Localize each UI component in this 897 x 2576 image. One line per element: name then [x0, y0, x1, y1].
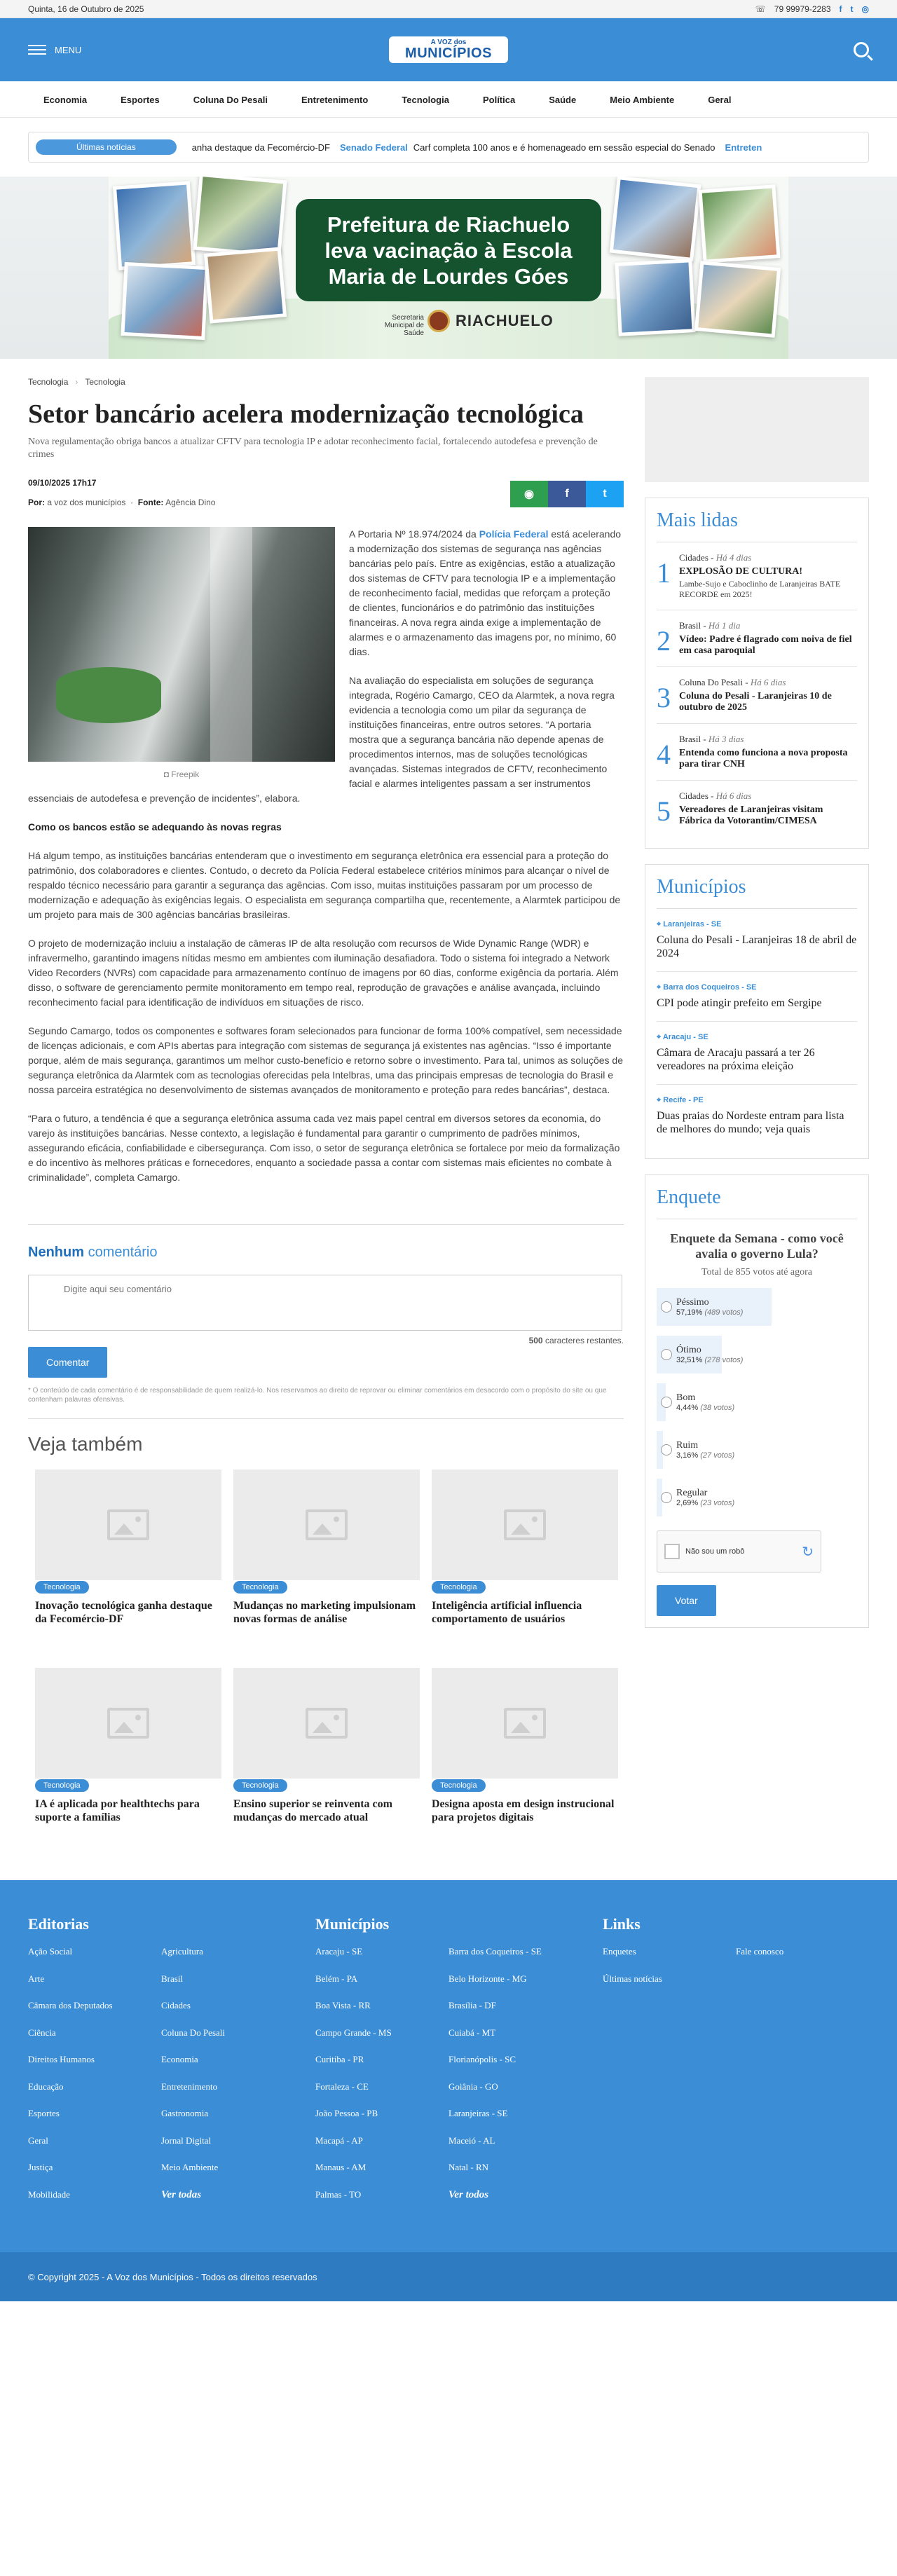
- related-card[interactable]: [35, 1469, 221, 1626]
- footer-editoria-link[interactable]: Geral: [28, 2135, 48, 2146]
- footer-links-title: Links: [603, 1915, 641, 1933]
- category-tag[interactable]: Tecnologia: [233, 1779, 287, 1792]
- banner-photo: [698, 184, 780, 263]
- footer-editoria-link[interactable]: Jornal Digital: [161, 2135, 212, 2146]
- footer-editoria-link[interactable]: Educação: [28, 2081, 64, 2092]
- nav-item-coluna-do-pesali[interactable]: Coluna Do Pesali: [193, 94, 268, 105]
- municipios-box: [645, 864, 869, 1159]
- chevron-right-icon: ›: [75, 377, 78, 387]
- menu-label: MENU: [55, 44, 82, 55]
- instagram-icon[interactable]: ◎: [861, 4, 869, 14]
- facebook-share-button[interactable]: f: [548, 481, 586, 507]
- footer-municipio-link[interactable]: Barra dos Coqueiros - SE: [448, 1946, 542, 1957]
- location-pin-icon: ⌖: [657, 1033, 662, 1041]
- banner-secretaria: Secretaria Municipal de Saúde: [384, 314, 424, 337]
- image-placeholder-icon: [306, 1708, 348, 1739]
- footer-municipio-link[interactable]: Belém - PA: [315, 1973, 358, 1984]
- radio-button[interactable]: [661, 1349, 672, 1360]
- nav-item-tecnologia[interactable]: Tecnologia: [402, 94, 449, 105]
- mais-lidas-item[interactable]: 5 Cidades - Há 6 dias Vereadores de Laranjeiras visitam Fábrica da Votorantim/CIMESA: [657, 790, 823, 827]
- comments-title: Nenhum comentário: [28, 1245, 158, 1260]
- mais-lidas-title: Mais lidas: [657, 509, 857, 542]
- mais-lidas-item[interactable]: 3 Coluna Do Pesali - Há 6 dias Coluna do Pesali - Laranjeiras 10 de outubro de 2025: [657, 667, 857, 724]
- phone-number[interactable]: 79 99979-2283: [774, 4, 831, 14]
- image-placeholder-icon: [306, 1509, 348, 1540]
- category-tag[interactable]: Tecnologia: [35, 1779, 89, 1792]
- search-icon[interactable]: [854, 42, 869, 57]
- ticker-item[interactable]: anha destaque da Fecomércio-DF: [191, 142, 330, 153]
- footer-municipio-link[interactable]: Palmas - TO: [315, 2188, 362, 2200]
- poll-option[interactable]: Péssimo 57,19% (489 votos): [657, 1288, 857, 1326]
- footer-editoria-link[interactable]: Direitos Humanos: [28, 2054, 95, 2064]
- radio-button[interactable]: [661, 1397, 672, 1408]
- radio-button[interactable]: [661, 1444, 672, 1455]
- nav-item-geral[interactable]: Geral: [708, 94, 732, 105]
- camera-icon: ◘: [163, 769, 169, 779]
- article-subheading: Como os bancos estão se adequando às novas regras: [28, 821, 282, 833]
- footer-municipio-link[interactable]: Belo Horizonte - MG: [448, 1973, 527, 1984]
- breadcrumb-item[interactable]: Tecnologia: [85, 377, 125, 387]
- ticker-item[interactable]: Senado Federal Carf completa 100 anos e é homenageado em sessão especial do Senado: [339, 142, 715, 153]
- sidebar: [645, 377, 869, 1824]
- municipio-item[interactable]: ⌖ Barra dos Coqueiros - SE CPI pode atingir prefeito em Sergipe: [657, 972, 857, 1022]
- twitter-share-button[interactable]: t: [586, 481, 624, 507]
- banner-photo: [615, 259, 695, 336]
- footer-municipios: [315, 1915, 603, 2216]
- policia-federal-link[interactable]: Polícia Federal: [479, 528, 549, 540]
- footer-municipio-link[interactable]: Cuiabá - MT: [448, 2027, 496, 2038]
- footer-municipio-link[interactable]: Ver todos: [448, 2188, 489, 2200]
- radio-button[interactable]: [661, 1492, 672, 1503]
- article-column: [28, 377, 624, 1824]
- comments-section: [28, 1224, 624, 1419]
- article-paragraph: Há algum tempo, as instituições bancárias entenderam que o investimento em segurança eletrônica era essencial para a proteção do patrimônio, dos colaboradores e clientes. Contudo, o decreto da Polícia Federal estabelece critérios mínimos para alcançar o nível de respaldo técnico necessário para garantir a segurança das agências. Com isso, muitas instituições passaram por um processo de modernização e adequação às exigências legais. O especialista em segurança compartilha que, recentemente, a Alarmtek participou de um projeto para mais de 300 agências bancárias brasileiras.: [28, 850, 621, 920]
- related-card[interactable]: [233, 1469, 420, 1626]
- sidebar-ad[interactable]: [645, 377, 869, 482]
- article-paragraph: O projeto de modernização incluiu a instalação de câmeras IP de alta resolução com recursos de Wide Dynamic Range (WDR) e infravermelho, garantindo imagens nítidas mesmo em ambientes com iluminação desafiadora. Todo o sistema foi integrado a Network Video Recorders (NVRs) com capacidade para armazenamento contínuo de imagens por 60 dias, conforme exigência da portaria. Além disso, o software de gerenciamento permite monitoramento em tempo real, reprodução de gravações e análise avançada, incluindo reconhecimento facial para identificação de indivíduos em situações de risco.: [28, 938, 619, 1008]
- news-ticker: [28, 132, 869, 163]
- location-pin-icon: ⌖: [657, 983, 662, 992]
- copyright-bar: [0, 2252, 897, 2301]
- ad-banner[interactable]: [0, 177, 897, 359]
- poll-option[interactable]: Regular 2,69% (23 votos): [657, 1479, 857, 1516]
- banner-photo: [204, 247, 287, 323]
- article-paragraph: Na avaliação do especialista em soluções de segurança integrada, Rogério Camargo, CEO da Alarmtek, a nova regra evidencia a tecnologia como um pilar da segurança de instituições financeiras, entre outros setores. “A portaria mostra que a segurança bancária não depende apenas de procedimentos internos, mas de soluções tecnológicas avançadas. Sistemas integrados de CFTV, reconhecimento facial e alarmes inteligentes passam a ser instrumentos essenciais de autodefesa e prevenção de incidentes”, elabora.: [28, 675, 615, 804]
- banner-photo: [694, 261, 781, 338]
- article-subtitle: Nova regulamentação obriga bancos a atualizar CFTV para tecnologia IP e adotar reconhecimento facial, fortalecendo autodefesa e prevenção de crimes: [28, 437, 598, 460]
- article-paragraph: “Para o futuro, a tendência é que a segurança eletrônica assuma cada vez mais papel central em diversos setores da economia, do varejo às instituições bancárias. Nesse contexto, a legislação é fundamental para garantir o cumprimento de padrões mínimos, assegurando eficácia, confiabilidade e cibersegurança. Com isso, o setor de segurança eletrônica se fortalece por meio da formalização e do incentivo às melhores práticas e fornecedores, enquanto a sociedade passa a contar com sistemas mais eficientes no combate à criminalidade”, completa Camargo.: [28, 1113, 620, 1183]
- related-card-title[interactable]: Ensino superior se reinventa com mudanças do mercado atual: [233, 1798, 392, 1823]
- municipio-item[interactable]: ⌖ Laranjeiras - SE Coluna do Pesali - Laranjeiras 18 de abril de 2024: [657, 909, 857, 972]
- comment-input[interactable]: [28, 1275, 622, 1331]
- article-figure: [28, 527, 335, 782]
- nav-item-economia[interactable]: Economia: [43, 94, 88, 105]
- category-tag[interactable]: Tecnologia: [432, 1581, 486, 1594]
- banner-headline: Prefeitura de Riachuelo leva vacinação à Escola Maria de Lourdes Góes: [296, 199, 601, 301]
- footer-editoria-link[interactable]: Ação Social: [28, 1946, 73, 1957]
- footer-editoria-link[interactable]: Esportes: [28, 2108, 60, 2118]
- banner-photo: [610, 177, 701, 261]
- related-card-title[interactable]: Designa aposta em design instrucional para projetos digitais: [432, 1798, 615, 1823]
- footer-editoria-link[interactable]: Meio Ambiente: [161, 2162, 219, 2172]
- current-date: Quinta, 16 de Outubro de 2025: [28, 4, 144, 14]
- facebook-icon[interactable]: f: [839, 4, 842, 14]
- nav-item-esportes[interactable]: Esportes: [121, 94, 160, 105]
- top-bar: [0, 0, 897, 18]
- image-placeholder-icon: [107, 1708, 149, 1739]
- footer-editoria-link[interactable]: Brasil: [161, 1973, 184, 1984]
- footer-link[interactable]: Fale conosco: [736, 1946, 784, 1957]
- enquete-box: [645, 1174, 869, 1628]
- footer-municipio-link[interactable]: Fortaleza - CE: [315, 2081, 369, 2092]
- footer-municipio-link[interactable]: Manaus - AM: [315, 2162, 367, 2172]
- related-section: [28, 1433, 624, 1824]
- whatsapp-share-button[interactable]: ◉: [510, 481, 548, 507]
- footer-editoria-link[interactable]: Mobilidade: [28, 2188, 70, 2200]
- nav-item-meio-ambiente[interactable]: Meio Ambiente: [610, 94, 675, 105]
- article-body: [28, 527, 624, 1185]
- char-counter: 500 caracteres restantes.: [528, 1336, 624, 1345]
- category-tag[interactable]: Tecnologia: [35, 1581, 89, 1594]
- footer-municipio-link[interactable]: Campo Grande - MS: [315, 2027, 392, 2038]
- article-date: 09/10/2025 17h17: [28, 478, 97, 488]
- nav-item-saude[interactable]: Saúde: [549, 94, 577, 105]
- twitter-icon[interactable]: t: [850, 4, 854, 14]
- image-caption: ◘ Freepik: [163, 769, 200, 779]
- footer-editoria-link[interactable]: Câmara dos Deputados: [28, 2000, 113, 2010]
- municipios-title: Municípios: [657, 876, 857, 909]
- poll-question: Enquete da Semana - como você avalia o governo Lula?: [670, 1231, 844, 1261]
- radio-button[interactable]: [661, 1301, 672, 1313]
- category-tag[interactable]: Tecnologia: [233, 1581, 287, 1594]
- footer-municipio-link[interactable]: João Pessoa - PB: [315, 2108, 378, 2118]
- related-card-title[interactable]: Inovação tecnológica ganha destaque da Fecomércio-DF: [35, 1600, 212, 1625]
- image-placeholder-icon: [504, 1509, 546, 1540]
- comments-disclaimer: * O conteúdo de cada comentário é de responsabilidade de quem realizá-lo. Nos reservamos ao direito de reprovar ou eliminar comentários em desacordo com o propósito do site ou que contenham palavras ofensivas.: [28, 1386, 624, 1419]
- article-paragraph: Segundo Camargo, todos os componentes e softwares foram selecionados para funcionar de forma 100% compatível, sem necessidade de licenças adicionais, e com APIs abertas para integração com sistemas de segurança já existentes nas agências. “Isso é importante porque, além de mais segurança, garantimos um melhor custo-benefício e retorno sobre o investimento. Para tal, unimos as soluções de segurança eletrônica da Alarmtek com as tecnologias oferecidas pela Intelbras, uma das principais empresas de tecnologia do Brasil e nossa parceira estratégica no desenvolvimento de sistemas avançados de monitoramento e proteção para redes bancárias”, destaca.: [28, 1025, 623, 1095]
- poll-option[interactable]: Ótimo 32,51% (278 votos): [657, 1336, 857, 1373]
- location-pin-icon: ⌖: [657, 920, 662, 929]
- footer-municipio-link[interactable]: Brasília - DF: [448, 2000, 496, 2010]
- municipio-item[interactable]: ⌖ Recife - PE Duas praias do Nordeste entram para lista de melhores do mundo; veja quais: [657, 1096, 844, 1135]
- footer-municipios-title: Municípios: [315, 1915, 390, 1933]
- footer-link[interactable]: Enquetes: [603, 1946, 636, 1957]
- footer-municipio-link[interactable]: Boa Vista - RR: [315, 2000, 371, 2010]
- footer-editorias-title: Editorias: [28, 1915, 89, 1933]
- related-card-title[interactable]: Inteligência artificial influencia comportamento de usuários: [432, 1600, 582, 1625]
- footer-editoria-link[interactable]: Ciência: [28, 2027, 56, 2038]
- footer-editoria-link[interactable]: Agricultura: [161, 1946, 203, 1957]
- image-placeholder-icon: [504, 1708, 546, 1739]
- footer-editoria-link[interactable]: Economia: [161, 2054, 198, 2064]
- copyright-text: © Copyright 2025 - A Voz dos Municípios - Todos os direitos reservados: [28, 2271, 317, 2282]
- menu-button[interactable]: [28, 45, 81, 55]
- ticker-badge: Últimas notícias: [36, 139, 177, 155]
- comment-submit-button[interactable]: Comentar: [28, 1347, 107, 1378]
- main-nav: [0, 81, 897, 118]
- footer-municipio-link[interactable]: Laranjeiras - SE: [448, 2108, 508, 2118]
- recaptcha: [657, 1530, 821, 1573]
- related-card[interactable]: [233, 1668, 420, 1824]
- site-footer: [0, 1880, 897, 2301]
- nav-item-entretenimento[interactable]: Entretenimento: [301, 94, 369, 105]
- vote-button[interactable]: Votar: [657, 1585, 716, 1616]
- article-title: Setor bancário acelera modernização tecnológica: [28, 399, 584, 429]
- footer-editoria-link[interactable]: Gastronomia: [161, 2108, 209, 2118]
- banner-photo: [113, 181, 196, 270]
- breadcrumb: [28, 377, 624, 387]
- logo-small-text: A VOZ dos: [430, 39, 467, 46]
- footer-links: [603, 1915, 890, 2216]
- footer-municipio-link[interactable]: Natal - RN: [448, 2162, 489, 2172]
- captcha-label: Não sou um robô: [685, 1547, 745, 1556]
- municipio-item[interactable]: ⌖ Aracaju - SE Câmara de Aracaju passará a ter 26 vereadores na próxima eleição: [657, 1022, 857, 1085]
- location-pin-icon: ⌖: [657, 1096, 662, 1104]
- poll-option[interactable]: Bom 4,44% (38 votos): [657, 1383, 857, 1421]
- footer-municipio-link[interactable]: Florianópolis - SC: [448, 2054, 516, 2064]
- footer-editoria-link[interactable]: Coluna Do Pesali: [161, 2027, 225, 2038]
- hamburger-icon: [28, 45, 46, 55]
- related-card-title[interactable]: IA é aplicada por healthtechs para suporte a famílias: [35, 1798, 200, 1823]
- footer-municipio-link[interactable]: Curitiba - PR: [315, 2054, 364, 2064]
- recaptcha-icon: ↻: [802, 1544, 814, 1560]
- logo-big-text: MUNICÍPIOS: [405, 46, 492, 61]
- footer-municipio-link[interactable]: Maceió - AL: [448, 2135, 495, 2146]
- phone-icon: ☏: [755, 4, 766, 14]
- footer-municipio-link[interactable]: Aracaju - SE: [315, 1946, 363, 1957]
- image-placeholder-icon: [107, 1509, 149, 1540]
- captcha-checkbox[interactable]: [664, 1544, 680, 1559]
- related-card[interactable]: [432, 1668, 618, 1824]
- footer-editoria-link[interactable]: Arte: [28, 1973, 45, 1984]
- banner-brand: [427, 310, 554, 332]
- footer-municipio-link[interactable]: Goiânia - GO: [448, 2081, 498, 2092]
- related-card-title[interactable]: Mudanças no marketing impulsionam novas formas de análise: [233, 1600, 416, 1625]
- banner-brand-name: RIACHUELO: [456, 312, 554, 329]
- banner-photo: [193, 177, 287, 257]
- related-card[interactable]: [432, 1469, 618, 1626]
- related-card[interactable]: [35, 1668, 221, 1824]
- share-buttons: [510, 481, 624, 507]
- category-tag[interactable]: Tecnologia: [432, 1779, 486, 1792]
- enquete-title: Enquete: [657, 1186, 857, 1219]
- breadcrumb-item[interactable]: Tecnologia: [28, 377, 69, 387]
- poll-total: Total de 855 votos até agora: [701, 1267, 813, 1277]
- ticker-item[interactable]: Entreten: [725, 142, 762, 153]
- mais-lidas-item[interactable]: 2 Brasil - Há 1 dia Vídeo: Padre é flagrado com noiva de fiel em casa paroquial: [657, 610, 857, 667]
- site-logo[interactable]: [389, 36, 508, 63]
- footer-editoria-link[interactable]: Justiça: [28, 2162, 53, 2172]
- article-image[interactable]: [28, 527, 335, 762]
- banner-photo: [121, 262, 208, 340]
- nav-item-politica[interactable]: Política: [482, 94, 516, 105]
- related-title: Veja também: [28, 1433, 143, 1455]
- site-header: [0, 18, 897, 81]
- mais-lidas-item[interactable]: 1 Cidades - Há 4 dias EXPLOSÃO DE CULTURA! Lambe-Sujo e Caboclinho de Laranjeiras BATE RECORDE em 2025!: [657, 542, 857, 610]
- article-byline: Por: a voz dos municípios · Fonte: Agência Dino: [28, 498, 216, 507]
- article-paragraph: A Portaria Nº 18.974/2024 da Polícia Federal está acelerando a modernização dos sistemas de segurança nas agências bancárias pelo país. Entre as exigências, estão a atualização dos sistemas de CFTV para tecnologia IP e a implementação de reconhecimento facial, medidas que reforçam a proteção de clientes, funcionários e do patrimônio das instituições financeiras. A nova regra ainda exige a implementação de alarmes e o armazenamento das imagens por, no mínimo, 60 dias.: [349, 528, 622, 657]
- poll-option[interactable]: Ruim 3,16% (27 votos): [657, 1431, 857, 1469]
- footer-editoria-link[interactable]: Cidades: [161, 2000, 191, 2010]
- footer-link[interactable]: Últimas notícias: [603, 1973, 662, 1984]
- footer-municipio-link[interactable]: Macapá - AP: [315, 2135, 363, 2146]
- footer-editoria-link[interactable]: Ver todas: [161, 2188, 202, 2200]
- city-seal-icon: [427, 310, 450, 332]
- mais-lidas-box: [645, 498, 869, 849]
- mais-lidas-item[interactable]: 4 Brasil - Há 3 dias Entenda como funciona a nova proposta para tirar CNH: [657, 724, 857, 781]
- footer-editorias: [28, 1915, 315, 2216]
- footer-editoria-link[interactable]: Entretenimento: [161, 2081, 218, 2092]
